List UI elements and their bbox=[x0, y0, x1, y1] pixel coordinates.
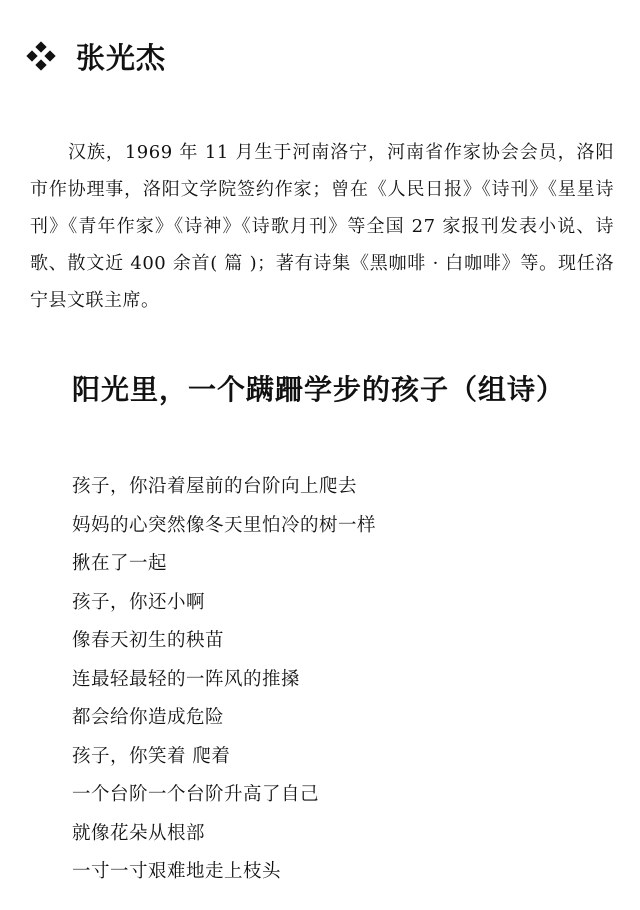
poem-line: 妈妈的心突然像冬天里怕冷的树一样 bbox=[72, 514, 377, 536]
poem-line: 孩子，你笑着 爬着 bbox=[72, 745, 231, 767]
poem-line: 一寸一寸艰难地走上枝头 bbox=[72, 861, 282, 882]
poem-line: 一个台阶一个台阶升高了自己 bbox=[72, 784, 320, 805]
poem-line: 孩子，你还小啊 bbox=[72, 591, 206, 613]
author-name: 张光杰 bbox=[76, 40, 167, 75]
author-header bbox=[28, 36, 166, 76]
poem-line: 像春天初生的秧苗 bbox=[72, 630, 225, 651]
poem-line: 就像花朵从根部 bbox=[72, 822, 206, 844]
author-bio: 汉族，1969 年 11 月生于河南洛宁，河南省作家协会会员，洛阳市作协理事，洛阳文学院签约作家；曾在《人民日报》《诗刊》《星星诗刊》《青年作家》《诗神》《诗歌月刊》等全国 27 家报刊发表小说、诗歌、散文近 400 余首( 篇 )；著有诗集《黑咖啡 · 白咖啡》等。现任洛宁县文联主席。 bbox=[30, 142, 614, 311]
poem-title: 阳光里，一个蹒跚学步的孩子（组诗） bbox=[72, 373, 566, 406]
poem-line: 孩子，你沿着屋前的台阶向上爬去 bbox=[72, 476, 358, 497]
poem-body bbox=[72, 468, 376, 892]
poem-line: 连最轻最轻的一阵风的推搡 bbox=[72, 668, 301, 690]
four-diamond-bullet-icon bbox=[28, 43, 54, 69]
poem-line: 揪在了一起 bbox=[72, 553, 168, 574]
poem-line: 都会给你造成危险 bbox=[72, 707, 225, 728]
